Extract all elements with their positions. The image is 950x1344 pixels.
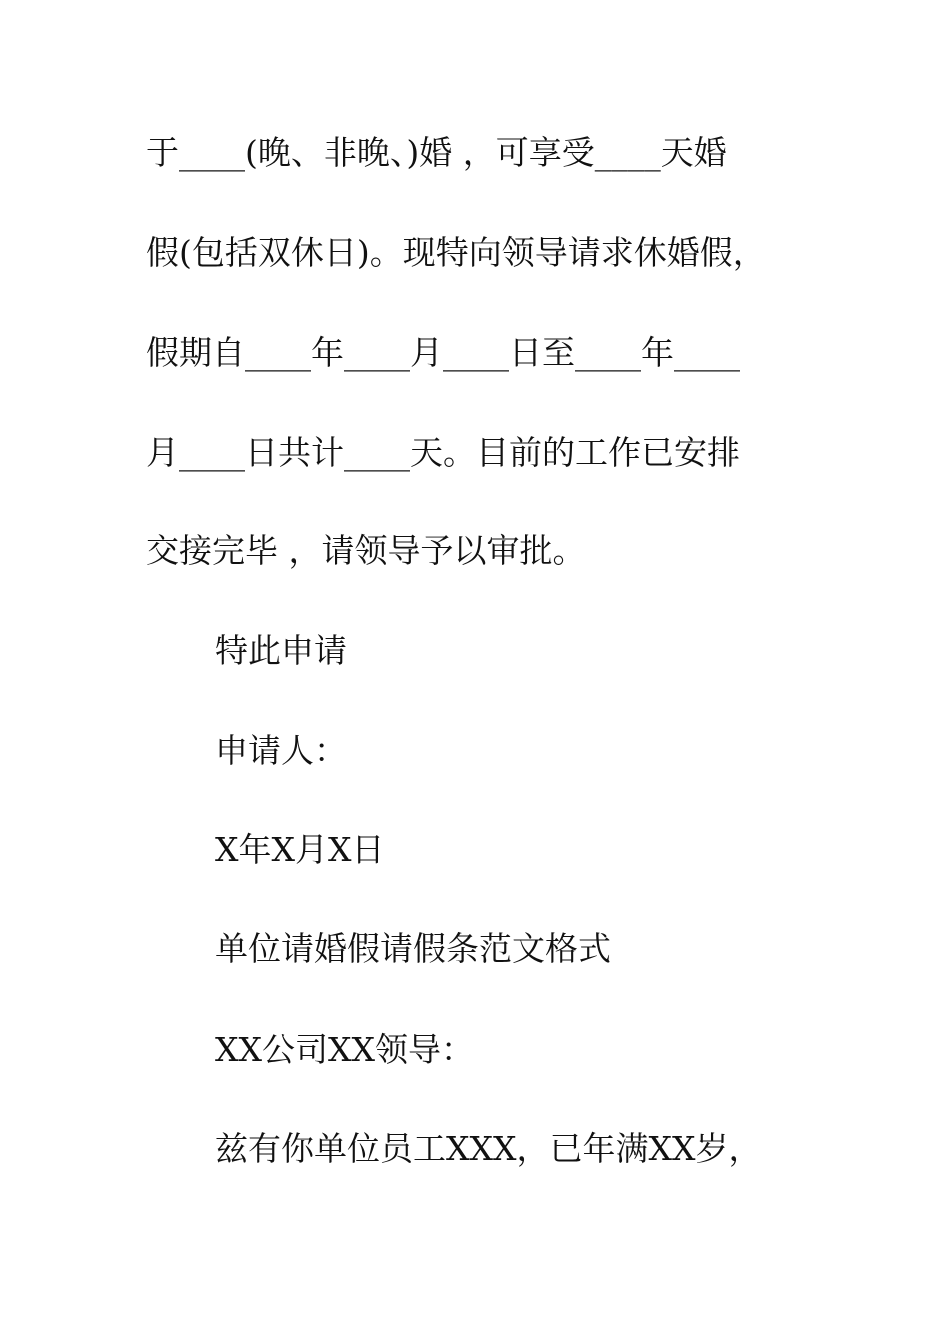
salutation: XX公司XX领导： — [215, 1030, 474, 1069]
paragraph-line: 于____(晚、非晚、)婚 ，可享受____天婚 — [146, 133, 727, 172]
applicant-label: 申请人： — [215, 731, 347, 770]
paragraph-line: 假(包括双休日)。现特向领导请求休婚假， — [146, 233, 766, 272]
section-title: 单位请婚假请假条范文格式 — [215, 929, 611, 968]
closing-text: 特此申请 — [215, 631, 347, 670]
paragraph-line: 兹有你单位员工XXX，已年满XX岁， — [215, 1129, 762, 1168]
paragraph-line: 交接完毕 ，请领导予以审批。 — [146, 531, 586, 570]
date-line: X年X月X日 — [215, 830, 385, 869]
paragraph-line: 月____日共计____天。目前的工作已安排 — [146, 433, 740, 472]
paragraph-line: 假期自____年____月____日至____年____ — [146, 333, 740, 372]
